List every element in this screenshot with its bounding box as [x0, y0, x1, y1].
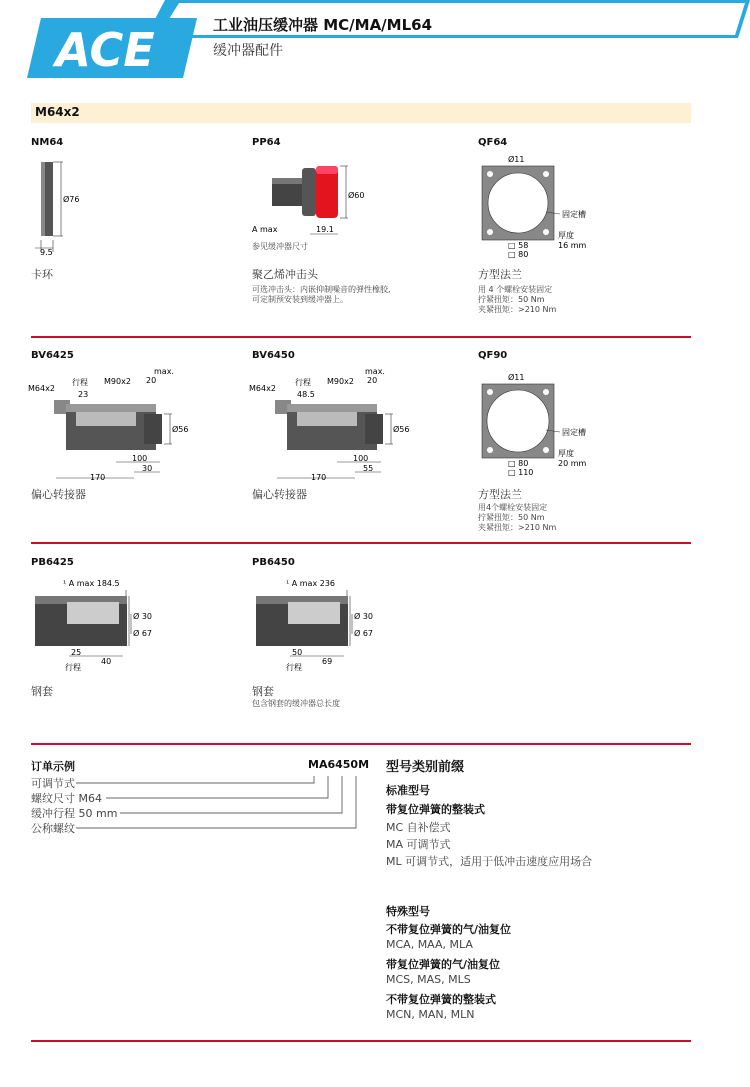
- prefix-standard-item: ML 可调节式，适用于低冲击速度应用场合: [386, 855, 593, 868]
- prefix-special-title: 特殊型号: [386, 905, 430, 918]
- qf90-desc-3: 夹紧扭矩：>210 Nm: [478, 523, 557, 532]
- pp64-desc-2: 可定制预安装到缓冲器上。: [252, 295, 348, 304]
- pb6425-drawing: [31, 574, 201, 674]
- item-code-qf90: QF90: [478, 350, 508, 361]
- svg-text:40: 40: [101, 657, 112, 666]
- svg-text:M64x2: M64x2: [28, 384, 55, 393]
- order-line-3: 缓冲行程 50 mm: [31, 807, 118, 820]
- pp64-desc-1: 可选冲击头：内嵌抑制噪音的弹性橡胶,: [252, 285, 391, 294]
- order-line-2: 螺纹尺寸 M64: [31, 792, 102, 805]
- prefix-standard-title: 标准型号: [386, 784, 430, 797]
- svg-text:30: 30: [142, 464, 153, 473]
- svg-text:100: 100: [132, 454, 148, 463]
- item-name-qf64: 方型法兰: [478, 268, 522, 281]
- svg-text:55: 55: [363, 464, 374, 473]
- bv6450-drawing: [247, 364, 437, 482]
- order-model: MA6450M: [308, 758, 370, 771]
- prefix-standard-sub: 带复位弹簧的整装式: [386, 803, 485, 816]
- svg-text:max.: max.: [154, 367, 174, 376]
- qf64-thick-label: 厚度: [558, 231, 574, 240]
- qf64-drawing: [478, 152, 628, 262]
- svg-text:170: 170: [311, 473, 327, 482]
- prefix-special-models: MCN, MAN, MLN: [386, 1008, 475, 1021]
- page-title: 工业油压缓冲器 MC/MA/ML64: [213, 16, 433, 34]
- pp64-amax: A max: [252, 225, 278, 234]
- svg-text:固定槽: 固定槽: [562, 428, 586, 437]
- nm64-thick: 9.5: [40, 248, 53, 257]
- bv6425-drawing: [26, 364, 216, 482]
- svg-text:行程: 行程: [295, 378, 311, 387]
- pp64-len: 19.1: [316, 225, 334, 234]
- svg-text:max.: max.: [365, 367, 385, 376]
- qf64-desc-3: 夹紧扭矩：>210 Nm: [478, 305, 557, 314]
- item-code-qf64: QF64: [478, 137, 508, 148]
- item-code-pp64: PP64: [252, 137, 281, 148]
- section-bar: [31, 103, 691, 123]
- divider: [31, 1040, 691, 1042]
- qf64-inner: □ 58: [508, 241, 529, 250]
- qf64-desc-1: 用 4 个螺栓安装固定: [478, 285, 553, 294]
- order-line-4: 公称螺纹: [31, 822, 75, 835]
- order-line-1: 可调节式: [31, 777, 75, 790]
- qf90-drawing: [478, 370, 628, 480]
- item-name-qf90: 方型法兰: [478, 488, 522, 501]
- item-name-pb6425: 钢套: [31, 685, 53, 698]
- svg-text:50: 50: [292, 648, 303, 657]
- svg-text:69: 69: [322, 657, 333, 666]
- svg-text:Ø56: Ø56: [393, 425, 410, 434]
- svg-text:Ø 67: Ø 67: [354, 629, 374, 638]
- divider: [31, 743, 691, 745]
- ace-logo: [27, 18, 197, 78]
- svg-text:20: 20: [367, 376, 378, 385]
- svg-text:Ø56: Ø56: [172, 425, 189, 434]
- pb6450-desc: 包含钢套的缓冲器总长度: [252, 699, 340, 708]
- prefix-special-models: MCA, MAA, MLA: [386, 938, 473, 951]
- qf64-hole: Ø11: [508, 155, 525, 164]
- section-label: M64x2: [35, 105, 80, 119]
- prefix-special-label: 不带复位弹簧的气/油复位: [386, 923, 512, 936]
- svg-text:Ø 30: Ø 30: [354, 612, 374, 621]
- item-name-pp64: 聚乙烯冲击头: [252, 268, 318, 281]
- prefix-title: 型号类别前缀: [386, 760, 465, 775]
- item-name-bv6450: 偏心转接器: [252, 488, 307, 501]
- prefix-special-models: MCS, MAS, MLS: [386, 973, 471, 986]
- item-name-pb6450: 钢套: [252, 685, 274, 698]
- svg-text:23: 23: [78, 390, 89, 399]
- pp64-dia: Ø60: [348, 191, 365, 200]
- svg-text:Ø 30: Ø 30: [133, 612, 153, 621]
- svg-text:M90x2: M90x2: [327, 377, 354, 386]
- item-code-bv6450: BV6450: [252, 350, 295, 361]
- svg-text:行程: 行程: [72, 378, 88, 387]
- prefix-standard-item: MC 自补偿式: [386, 821, 451, 834]
- pp64-drawing: [252, 160, 372, 240]
- nm64-dia: Ø76: [63, 195, 80, 204]
- qf64-thick: 16 mm: [558, 241, 587, 250]
- svg-text:行程: 行程: [286, 663, 302, 672]
- svg-text:20: 20: [146, 376, 157, 385]
- item-code-bv6425: BV6425: [31, 350, 74, 361]
- item-code-pb6450: PB6450: [252, 557, 295, 568]
- svg-text:¹ A max 184.5: ¹ A max 184.5: [63, 579, 120, 588]
- nm64-drawing: [31, 160, 111, 260]
- qf90-desc-1: 用4个螺栓安装固定: [478, 503, 548, 512]
- svg-text:100: 100: [353, 454, 369, 463]
- svg-text:Ø11: Ø11: [508, 373, 525, 382]
- svg-text:□ 80: □ 80: [508, 459, 529, 468]
- svg-text:行程: 行程: [65, 663, 81, 672]
- qf90-desc-2: 拧紧扭矩：50 Nm: [478, 513, 545, 522]
- svg-text:170: 170: [90, 473, 106, 482]
- svg-text:25: 25: [71, 648, 82, 657]
- item-name-bv6425: 偏心转接器: [31, 488, 86, 501]
- page-subtitle: 缓冲器配件: [213, 43, 283, 59]
- svg-text:Ø 67: Ø 67: [133, 629, 153, 638]
- order-title: 订单示例: [31, 760, 75, 773]
- svg-text:厚度: 厚度: [558, 449, 574, 458]
- item-name-nm64: 卡环: [31, 268, 53, 281]
- svg-text:48.5: 48.5: [297, 390, 315, 399]
- order-leader-lines: [76, 770, 366, 840]
- pb6450-drawing: [252, 574, 422, 674]
- svg-text:M64x2: M64x2: [249, 384, 276, 393]
- prefix-special-label: 不带复位弹簧的整装式: [386, 993, 496, 1006]
- logo-text: ACE: [55, 23, 155, 77]
- prefix-special-label: 带复位弹簧的气/油复位: [386, 958, 501, 971]
- qf64-outer: □ 80: [508, 250, 529, 259]
- svg-text:20 mm: 20 mm: [558, 459, 587, 468]
- pp64-note: 参见缓冲器尺寸: [252, 242, 308, 251]
- svg-text:M90x2: M90x2: [104, 377, 131, 386]
- item-code-nm64: NM64: [31, 137, 64, 148]
- prefix-standard-item: MA 可调节式: [386, 838, 451, 851]
- divider: [31, 336, 691, 338]
- qf64-desc-2: 拧紧扭矩：50 Nm: [478, 295, 545, 304]
- svg-text:¹ A max 236: ¹ A max 236: [286, 579, 336, 588]
- qf64-groove: 固定槽: [562, 210, 586, 219]
- svg-text:□ 110: □ 110: [508, 468, 534, 477]
- item-code-pb6425: PB6425: [31, 557, 74, 568]
- divider: [31, 542, 691, 544]
